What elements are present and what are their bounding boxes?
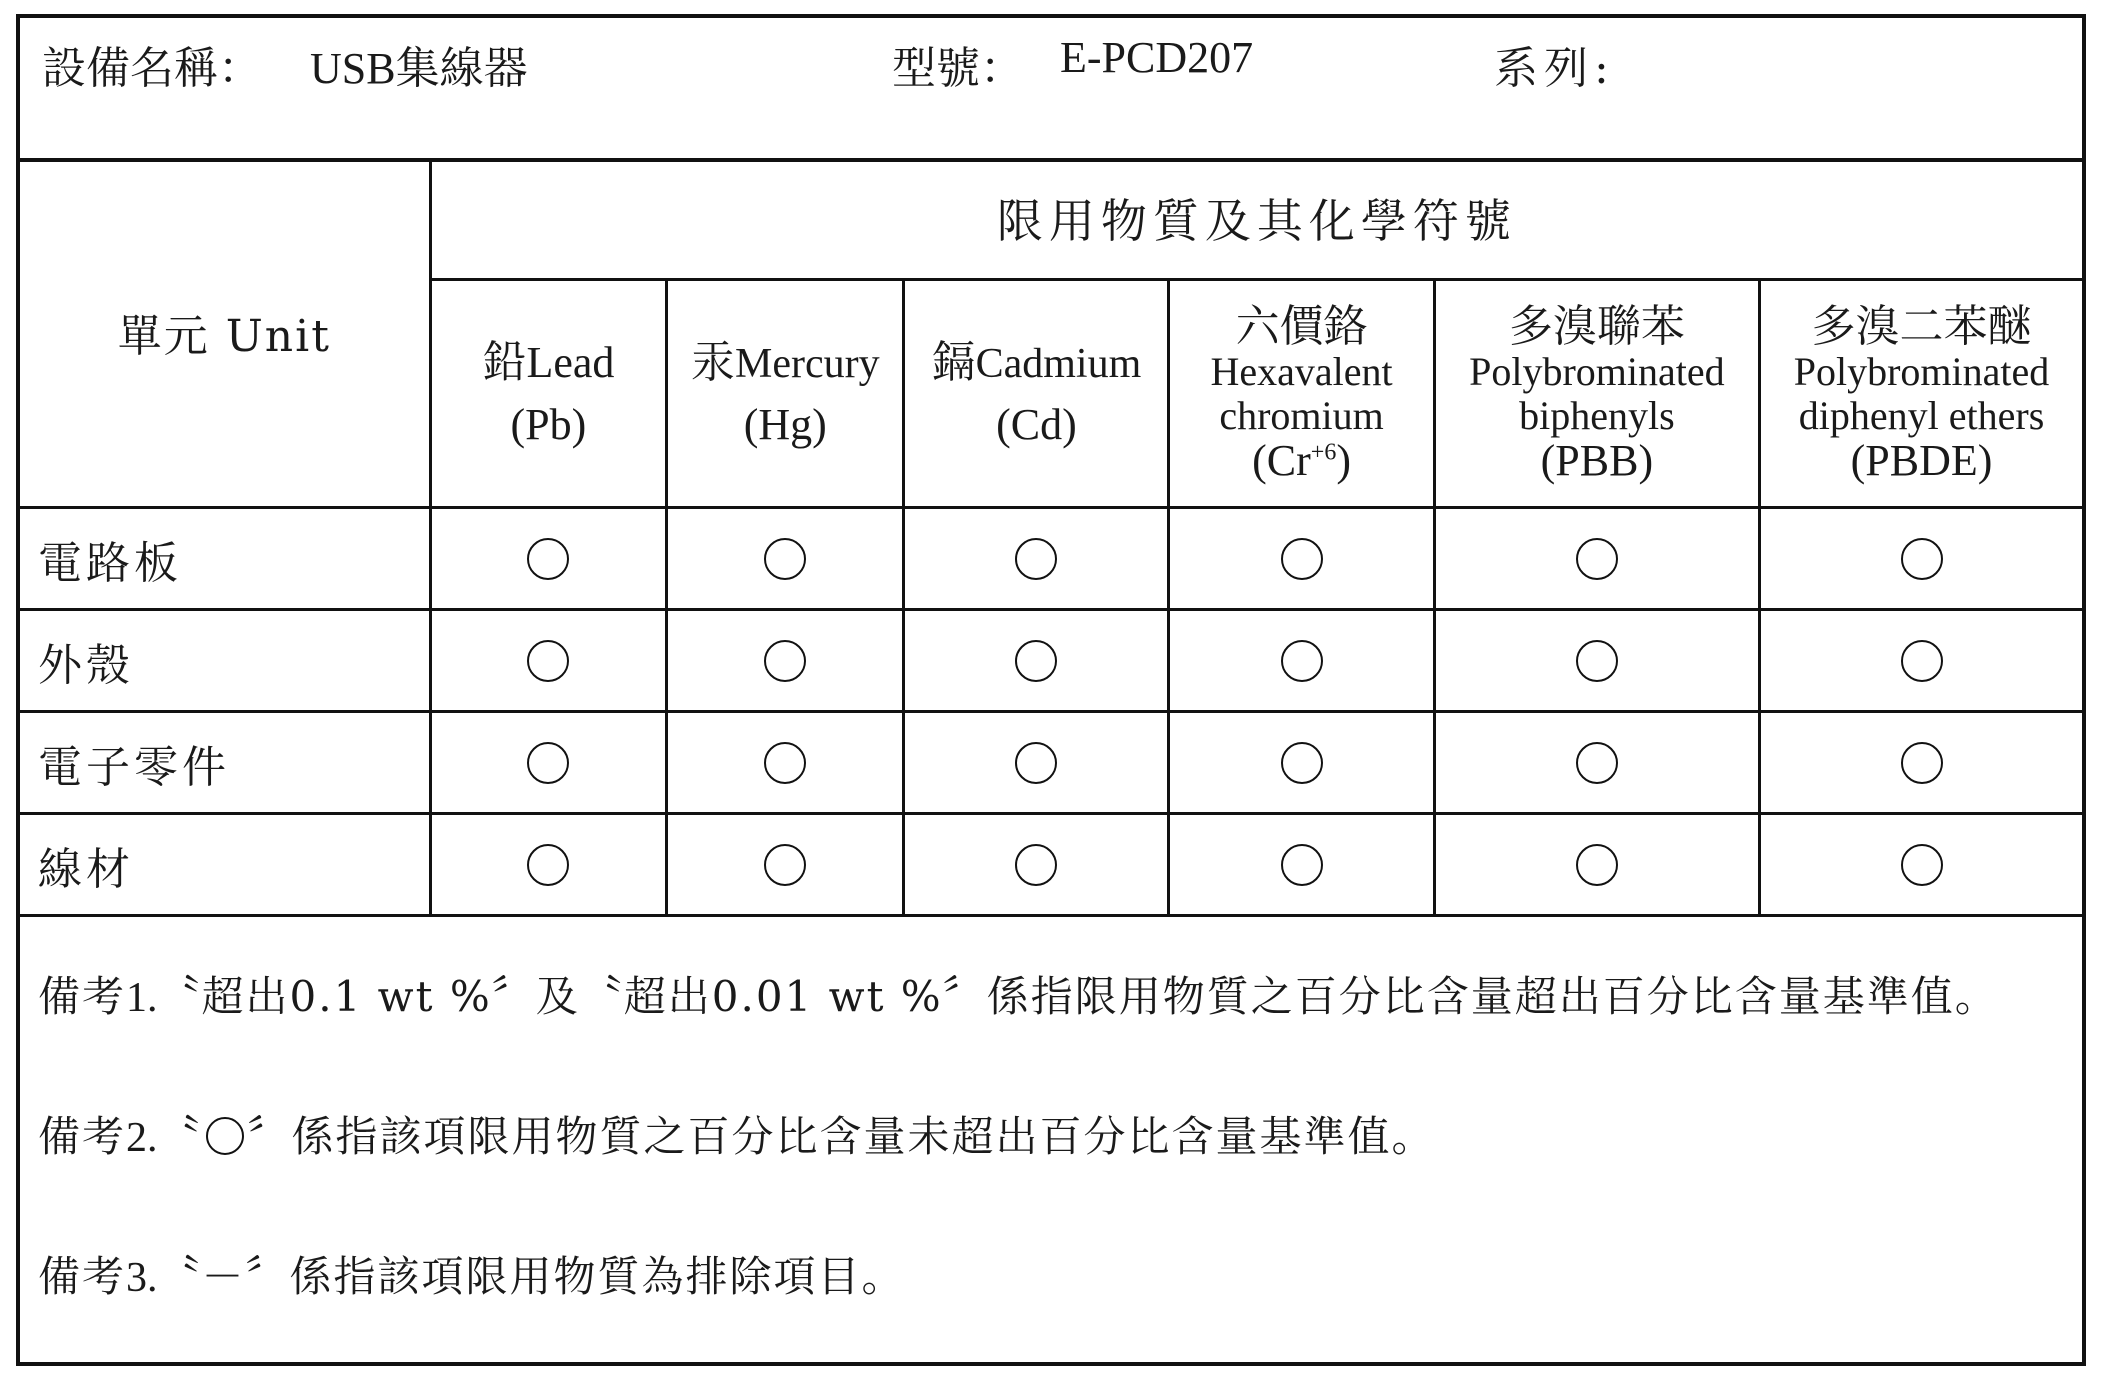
- circle-mark-icon: [1576, 640, 1618, 682]
- circle-mark-icon: [1015, 742, 1057, 784]
- circle-mark-icon: [1901, 742, 1943, 784]
- cell-mark: [1434, 712, 1759, 814]
- cell-mark: [1434, 508, 1759, 610]
- cell-mark: [904, 712, 1169, 814]
- circle-mark-icon: [764, 742, 806, 784]
- series-label: 系列:: [1494, 43, 1615, 94]
- circle-mark-icon: [1281, 844, 1323, 886]
- table-row: [20, 712, 2082, 814]
- model-value: E-PCD207: [1060, 33, 1254, 82]
- cell-mark: [430, 814, 667, 916]
- circle-mark-icon: [1901, 538, 1943, 580]
- circle-mark-icon: [1281, 742, 1323, 784]
- cell-mark: [1169, 610, 1434, 712]
- cell-mark: [667, 610, 904, 712]
- cell-mark: [904, 610, 1169, 712]
- row-label-electronic-components: 電子零件: [20, 712, 430, 814]
- circle-mark-icon: [527, 742, 569, 784]
- cell-mark: [904, 814, 1169, 916]
- circle-mark-icon: [1576, 844, 1618, 886]
- cell-mark: [667, 712, 904, 814]
- cell-mark: [1434, 610, 1759, 712]
- circle-mark-icon: [764, 538, 806, 580]
- row-label-housing: 外殼: [20, 610, 430, 712]
- restricted-substances-table: [20, 158, 2082, 917]
- table-row: [20, 610, 2082, 712]
- column-header-pbb: 多溴聯苯 Polybrominated biphenyls (PBB): [1434, 280, 1759, 508]
- cell-mark: [1760, 610, 2082, 712]
- cell-mark: [904, 508, 1169, 610]
- circle-mark-icon: [1576, 538, 1618, 580]
- rohs-declaration-sheet: [16, 14, 2086, 1366]
- model-label: 型號：: [892, 43, 1024, 94]
- cell-mark: [1760, 814, 2082, 916]
- circle-mark-icon: [1281, 538, 1323, 580]
- column-header-cadmium: 鎘Cadmium (Cd): [904, 280, 1169, 508]
- cell-mark: [1760, 712, 2082, 814]
- header-row: [20, 18, 2082, 162]
- column-header-hexavalent-chromium: 六價鉻 Hexavalent chromium $(Cr^{+6})$: [1169, 280, 1434, 508]
- circle-mark-icon: [1576, 742, 1618, 784]
- circle-mark-icon: [1901, 640, 1943, 682]
- circle-mark-icon: [1015, 640, 1057, 682]
- table-row: [20, 814, 2082, 916]
- column-header-pbde: 多溴二苯醚 Polybrominated diphenyl ethers (PBDE): [1760, 280, 2082, 508]
- column-header-lead: 鉛Lead (Pb): [430, 280, 667, 508]
- circle-mark-icon: [527, 640, 569, 682]
- remark-2: 備考2.〝 〞係指該項限用物質之百分比含量未超出百分比含量基準值。: [38, 1112, 1436, 1161]
- circle-symbol-icon: [206, 1117, 244, 1155]
- circle-mark-icon: [764, 640, 806, 682]
- cell-mark: [667, 814, 904, 916]
- circle-mark-icon: [527, 538, 569, 580]
- remarks-section: [20, 922, 2082, 1362]
- table-row: [20, 508, 2082, 610]
- device-label: 設備名稱：: [42, 43, 262, 94]
- cell-mark: [1434, 814, 1759, 916]
- unit-header: 單元 Unit: [20, 158, 430, 508]
- cell-mark: [430, 712, 667, 814]
- cell-mark: [1169, 712, 1434, 814]
- cell-mark: [1169, 508, 1434, 610]
- circle-mark-icon: [1281, 640, 1323, 682]
- circle-mark-icon: [527, 844, 569, 886]
- remark-1: 備考1.〝超出0.1 wt %〞及〝超出0.01 wt %〞係指限用物質之百分比含量超出百分比含量基準值。: [38, 972, 1999, 1021]
- circle-mark-icon: [764, 844, 806, 886]
- remark-3: 備考3.〝－〞係指該項限用物質為排除項目。: [38, 1252, 906, 1301]
- circle-mark-icon: [1901, 844, 1943, 886]
- device-name: USB集線器: [310, 44, 528, 93]
- cell-mark: [1760, 508, 2082, 610]
- cell-mark: [430, 508, 667, 610]
- row-label-circuit-board: 電路板: [20, 508, 430, 610]
- column-header-mercury: 汞Mercury (Hg): [667, 280, 904, 508]
- cell-mark: [1169, 814, 1434, 916]
- circle-mark-icon: [1015, 538, 1057, 580]
- circle-mark-icon: [1015, 844, 1057, 886]
- cell-mark: [667, 508, 904, 610]
- substances-group-header: 限用物質及其化學符號: [430, 158, 2082, 280]
- row-label-cables: 線材: [20, 814, 430, 916]
- cell-mark: [430, 610, 667, 712]
